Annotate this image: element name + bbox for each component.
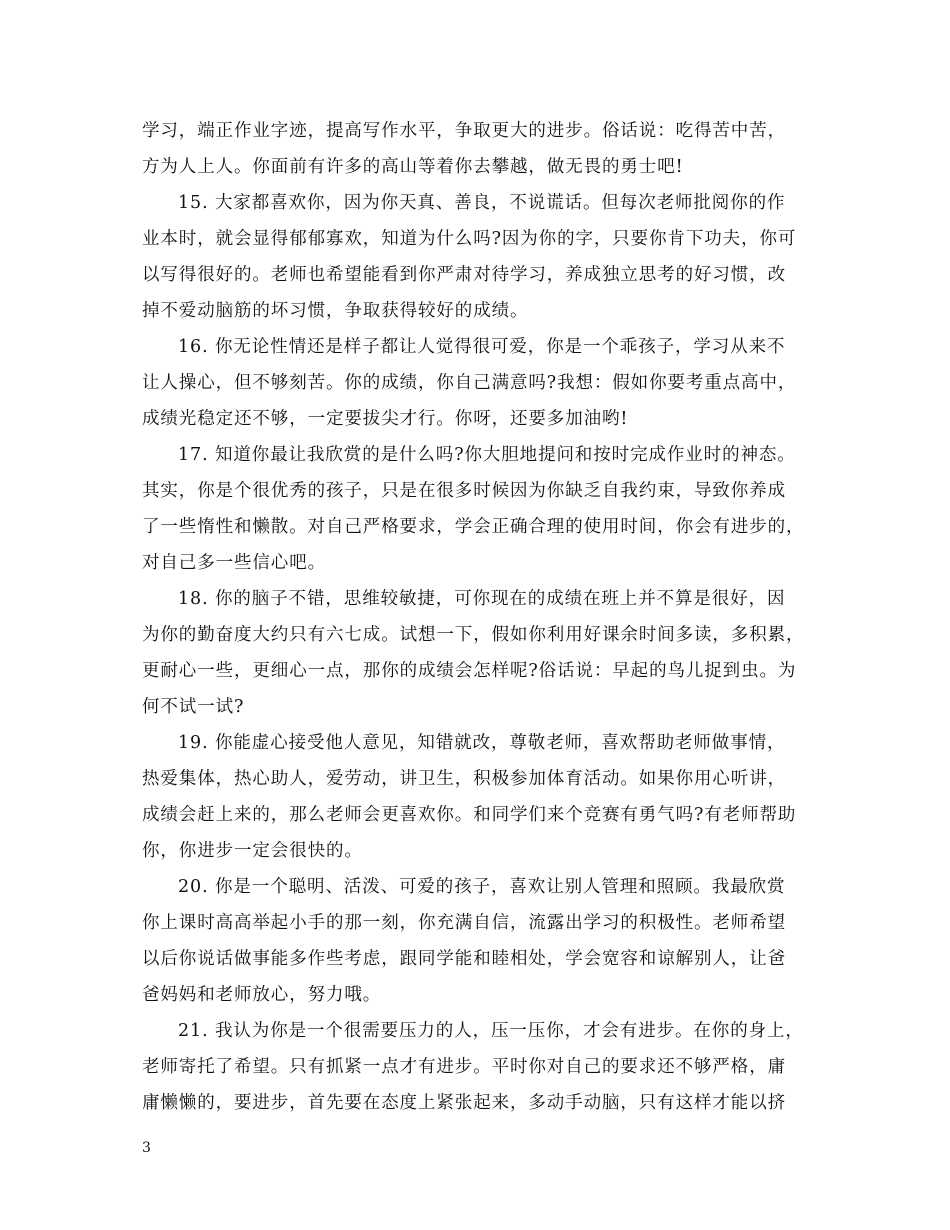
text-line: 何不试一试? xyxy=(142,697,245,717)
text-line: 你，你进步一定会很快的。 xyxy=(142,841,363,861)
text-line: 庸懒懒的，要进步，首先要在态度上紧张起来，多动手动脑，只有这样才能以挤 xyxy=(142,1093,786,1113)
text-line: 了一些惰性和懒散。对自己严格要求，学会正确合理的使用时间，你会有进步的， xyxy=(142,517,805,537)
text-line: 为你的勤奋度大约只有六七成。试想一下，假如你利用好课余时间多读，多积累， xyxy=(142,625,805,645)
text-line: 其实，你是个很优秀的孩子，只是在很多时候因为你缺乏自我约束，导致你养成 xyxy=(142,481,786,501)
paragraph-21-start: 21. 我认为你是一个很需要压力的人，压一压你，才会有进步。在你的身上， xyxy=(178,1021,804,1041)
text-line: 成绩会赶上来的，那么老师会更喜欢你。和同学们来个竞赛有勇气吗?有老师帮助 xyxy=(142,805,797,825)
text-line: 更耐心一些，更细心一点，那你的成绩会怎样呢?俗话说：早起的鸟儿捉到虫。为 xyxy=(142,661,797,681)
text-line: 爸妈妈和老师放心，努力哦。 xyxy=(142,985,382,1005)
text-line: 成绩光稳定还不够，一定要拔尖才行。你呀，还要多加油哟! xyxy=(142,409,629,429)
document-body xyxy=(142,113,822,1121)
paragraph-18-start: 18. 你的脑子不错，思维较敏捷，可你现在的成绩在班上并不算是很好，因 xyxy=(178,589,786,609)
paragraph-16-start: 16. 你无论性情还是样子都让人觉得很可爱，你是一个乖孩子，学习从来不 xyxy=(178,337,786,357)
text-line: 以写得很好的。老师也希望能看到你严肃对待学习，养成独立思考的好习惯，改 xyxy=(142,265,786,285)
page-number: 3 xyxy=(142,1140,151,1156)
text-line: 老师寄托了希望。只有抓紧一点才有进步。平时你对自己的要求还不够严格，庸 xyxy=(142,1057,786,1077)
text-line: 让人操心，但不够刻苦。你的成绩，你自己满意吗?我想：假如你要考重点高中， xyxy=(142,373,797,393)
paragraph-15-start: 15. 大家都喜欢你，因为你天真、善良，不说谎话。但每次老师批阅你的作 xyxy=(178,193,786,213)
text-line: 以后你说话做事能多作些考虑，跟同学能和睦相处，学会宽容和谅解别人，让爸 xyxy=(142,949,786,969)
text-line: 对自己多一些信心吧。 xyxy=(142,553,326,573)
text-line: 方为人上人。你面前有许多的高山等着你去攀越，做无畏的勇士吧! xyxy=(142,157,684,177)
text-line: 热爱集体，热心助人，爱劳动，讲卫生，积极参加体育活动。如果你用心听讲， xyxy=(142,769,786,789)
text-line: 业本时，就会显得郁郁寡欢，知道为什么吗?因为你的字，只要你肯下功夫，你可 xyxy=(142,229,797,249)
text-line: 你上课时高高举起小手的那一刻，你充满自信，流露出学习的积极性。老师希望 xyxy=(142,913,786,933)
text-line: 掉不爱动脑筋的坏习惯，争取获得较好的成绩。 xyxy=(142,301,529,321)
paragraph-20-start: 20. 你是一个聪明、活泼、可爱的孩子，喜欢让别人管理和照顾。我最欣赏 xyxy=(178,877,786,897)
paragraph-17-start: 17. 知道你最让我欣赏的是什么吗?你大胆地提问和按时完成作业时的神态。 xyxy=(178,445,796,465)
text-line: 学习，端正作业字迹，提高写作水平，争取更大的进步。俗话说：吃得苦中苦， xyxy=(142,121,786,141)
paragraph-19-start: 19. 你能虚心接受他人意见，知错就改，尊敬老师，喜欢帮助老师做事情， xyxy=(178,733,786,753)
